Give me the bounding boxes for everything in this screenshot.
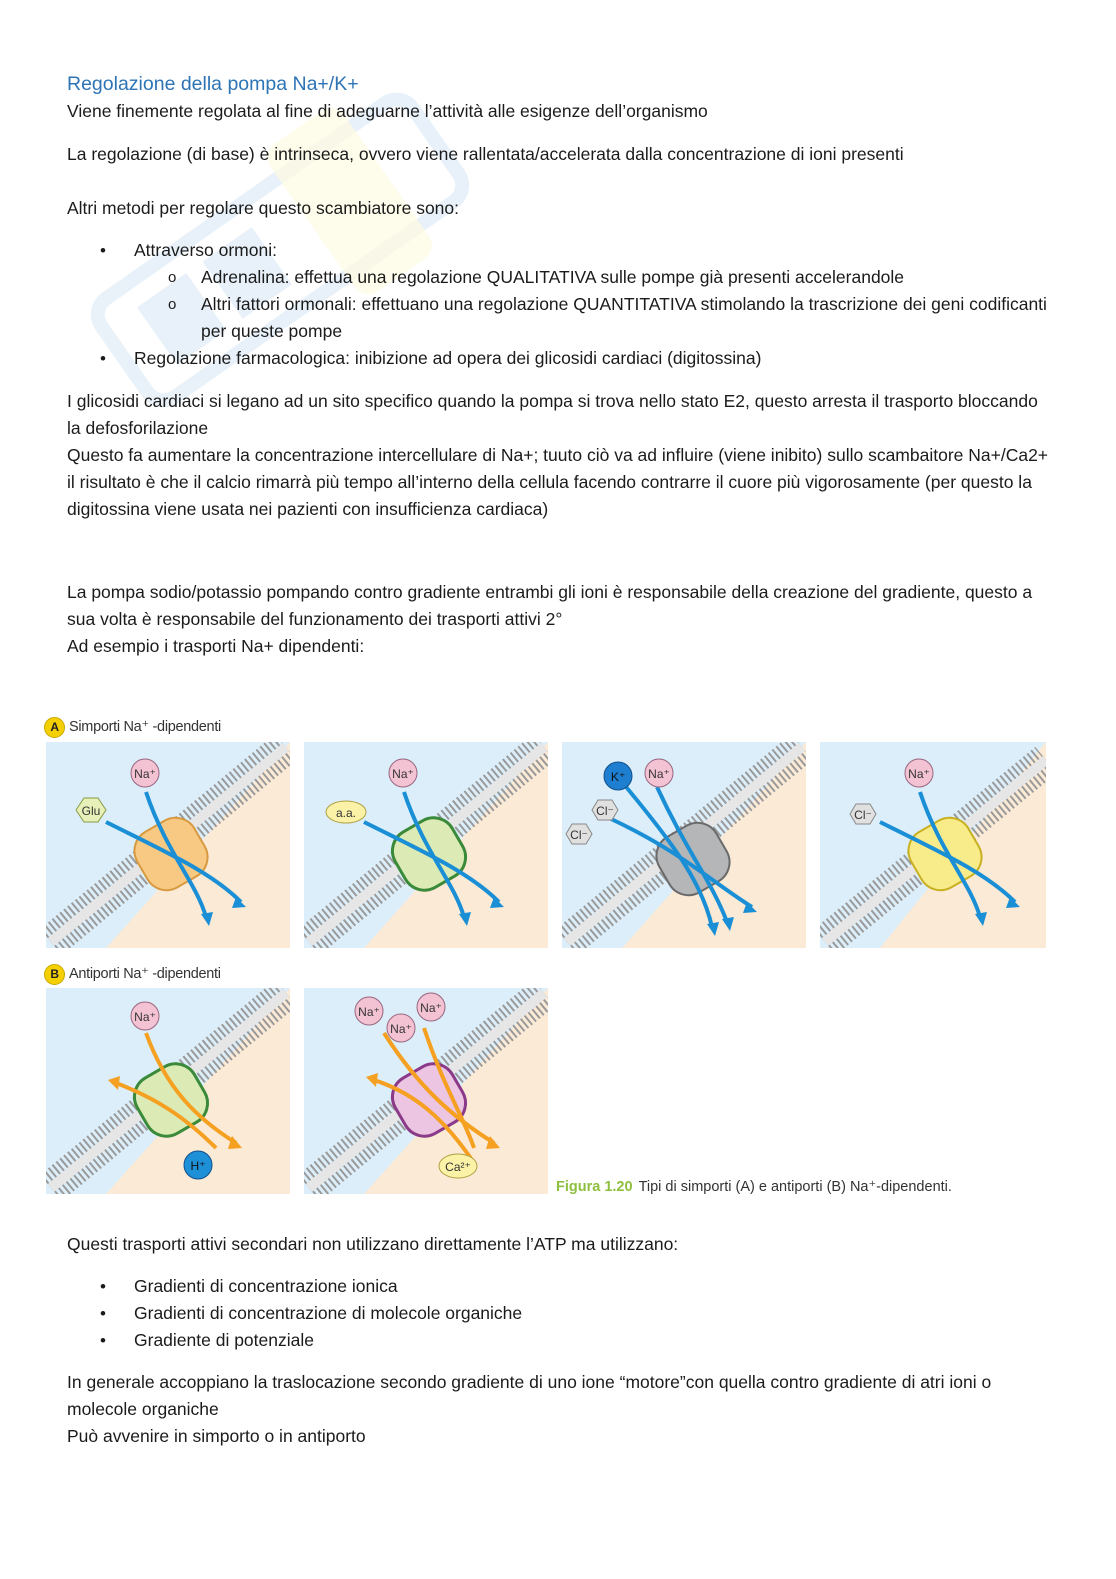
ion-label: Na⁺ [908, 767, 930, 781]
figure-caption-text: Tipi di simporti (A) e antiporti (B) Na⁺-dipendenti. [638, 1179, 952, 1195]
figure-number: Figura 1.20 [556, 1179, 633, 1195]
secondary-paragraph: Questi trasporti attivi secondari non utilizzano direttamente l’ATP ma utilizzano: [67, 1234, 679, 1254]
example-paragraph: Ad esempio i trasporti Na+ dipendenti: [67, 636, 365, 656]
ion-label: H⁺ [190, 1159, 206, 1173]
figure-caption [556, 1174, 952, 1201]
panel-a-label [44, 714, 221, 741]
symport-kcl-diagram [562, 742, 806, 948]
symport-cl-diagram [820, 742, 1046, 948]
ion-label: Ca²⁺ [445, 1160, 471, 1174]
list-item: • Gradiente di potenziale [67, 1327, 1052, 1354]
symport-aa-diagram [304, 742, 548, 948]
panel-b-label [44, 961, 221, 988]
document-page [67, 70, 1052, 660]
glicosidi-paragraph-2: Questo fa aumentare la concentrazione intercellulare di Na+; tuuto ciò va ad influire (viene inibito) sullo scambaitore Na+/Ca2+ [67, 445, 1049, 465]
panel-a-badge: A [44, 717, 65, 738]
symport-glu-diagram [46, 742, 290, 948]
sub-list-item: o Adrenalina: effettua una regolazione QUALITATIVA sulle pompe già presenti accelerandole [134, 264, 1052, 291]
antiport-ca-diagram [304, 988, 548, 1194]
panel-b-title: Antiporti Na⁺ -dipendenti [69, 966, 221, 982]
ion-label: Na⁺ [134, 1010, 156, 1024]
glicosidi-paragraph-3: il risultato è che il calcio rimarrà più tempo all’interno della cellula facendo contrarre il cuore più vigorosamente (per questo la digitossina viene usata nei pazienti con insufficienza cardiaca) [67, 472, 1032, 519]
ion-label: a.a. [335, 806, 357, 820]
transport-figure [44, 712, 1046, 1202]
general-paragraph: In generale accoppiano la traslocazione secondo gradiente di uno ione “motore”con quella contro gradiente di atri ioni o molecole organiche [67, 1372, 992, 1419]
list-item: • Gradienti di concentrazione ionica [67, 1273, 1052, 1300]
ion-label: Na⁺ [420, 1001, 442, 1015]
other-methods-paragraph: Altri metodi per regolare questo scambiatore sono: [67, 198, 460, 218]
ion-label: Glu [81, 804, 101, 818]
regulation-list [67, 237, 1052, 372]
panel-a-title: Simporti Na⁺ -dipendenti [69, 719, 221, 735]
antiport-h-diagram [46, 988, 290, 1194]
sub-list-item: o Altri fattori ormonali: effettuano una regolazione QUANTITATIVA stimolando la trascrizione dei geni codificanti per queste pompe [134, 291, 1052, 345]
list-item: • Regolazione farmacologica: inibizione ad opera dei glicosidi cardiaci (digitossina) [67, 345, 1052, 372]
final-paragraph: Può avvenire in simporto o in antiporto [67, 1426, 366, 1446]
pump-paragraph: La pompa sodio/potassio pompando contro gradiente entrambi gli ioni è responsabile della creazione del gradiente, questo a sua volta è responsabile del funzionamento dei trasporti attivi 2° [67, 582, 1033, 629]
document-page-bottom [67, 1231, 1052, 1450]
gradient-list [67, 1273, 1052, 1354]
intrinsic-paragraph: La regolazione (di base) è intrinseca, ovvero viene rallentata/accelerata dalla concentrazione di ioni presenti [67, 144, 904, 164]
ion-label: Cl⁻ [596, 804, 614, 818]
ion-label: Na⁺ [648, 767, 670, 781]
ion-label: Na⁺ [390, 1022, 412, 1036]
ion-label: Na⁺ [358, 1005, 380, 1019]
intro-paragraph: Viene finemente regolata al fine di adeguarne l’attività alle esigenze dell’organismo [67, 101, 708, 121]
glicosidi-paragraph-1: I glicosidi cardiaci si legano ad un sito specifico quando la pompa si trova nello stato E2, questo arresta il trasporto bloccando la defosforilazione [67, 391, 1038, 438]
list-item [67, 237, 1052, 345]
ion-label: K⁺ [610, 770, 626, 784]
panel-b-badge: B [44, 964, 65, 985]
ion-label: Na⁺ [134, 767, 156, 781]
list-item-hormones: Attraverso ormoni: [134, 240, 277, 260]
sub-list [134, 264, 1052, 345]
ion-label: Na⁺ [392, 767, 414, 781]
ion-label: Cl⁻ [854, 808, 872, 822]
list-item: • Gradienti di concentrazione di molecole organiche [67, 1300, 1052, 1327]
ion-label: Cl⁻ [570, 828, 588, 842]
section-title: Regolazione della pompa Na+/K+ [67, 73, 359, 95]
